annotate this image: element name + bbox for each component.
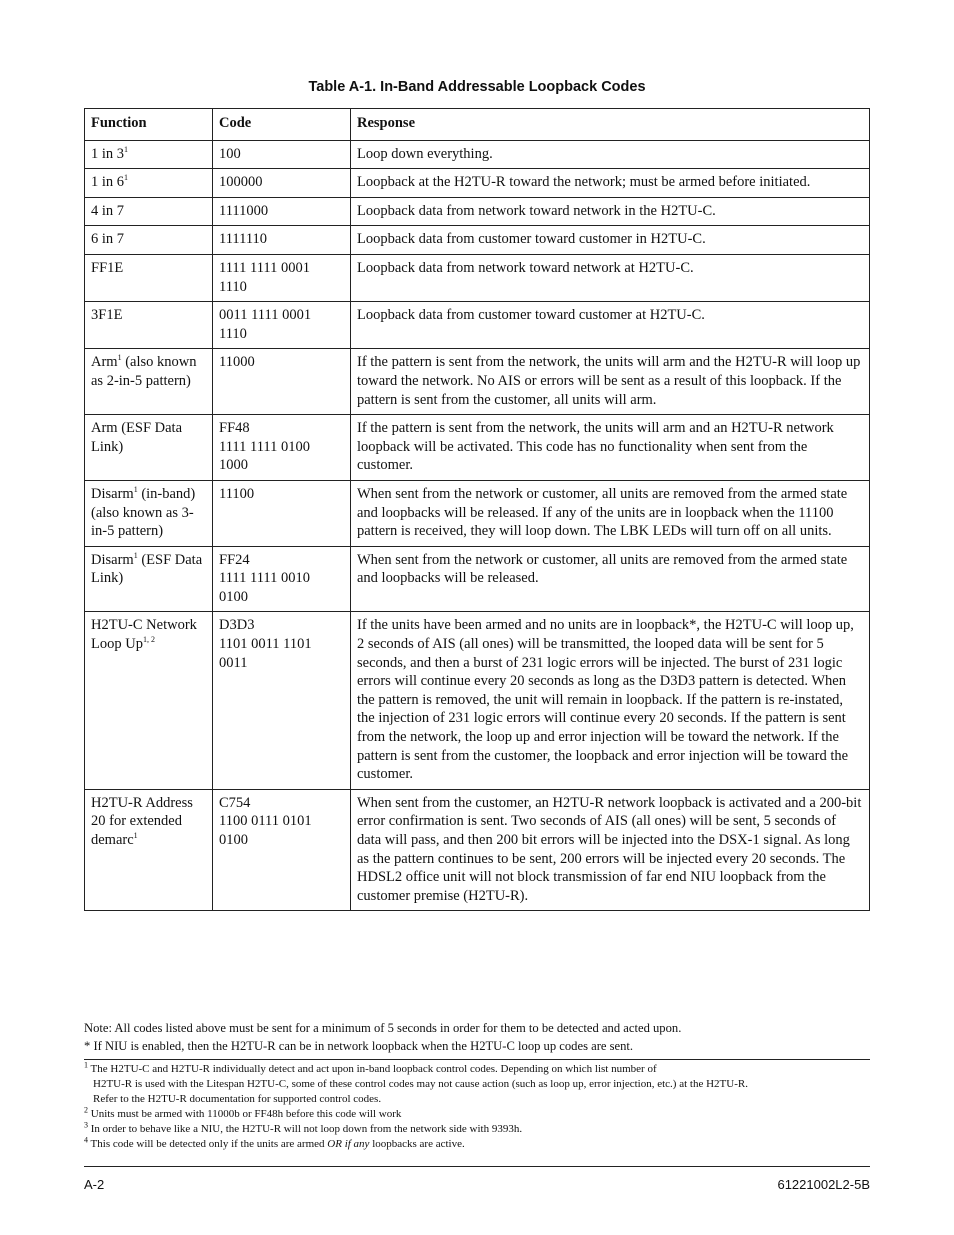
table-row xyxy=(85,254,870,301)
header-code: Code xyxy=(213,109,351,141)
code-cell: D3D3 1101 0011 1101 0011 xyxy=(213,612,351,789)
function-cell: H2TU-R Address 20 for extended demarc$^1$ xyxy=(85,789,213,911)
response-cell: Loopback data from customer toward customer at H2TU-C. xyxy=(351,302,870,349)
function-cell: 6 in 7 xyxy=(85,226,213,255)
table-header-row xyxy=(85,109,870,141)
function-cell: FF1E xyxy=(85,254,213,301)
code-cell: FF24 1111 1111 0010 0100 xyxy=(213,546,351,612)
note-line: Note: All codes listed above must be sent for a minimum of 5 seconds in order for them to be detected and acted upon. xyxy=(84,1021,682,1035)
note-line: * If NIU is enabled, then the H2TU-R can be in network loopback when the H2TU-C loop up codes are sent. xyxy=(84,1038,634,1053)
response-cell: Loop down everything. xyxy=(351,140,870,169)
function-cell: Arm (ESF Data Link) xyxy=(85,415,213,481)
code-cell: 0011 1111 0001 1110 xyxy=(213,302,351,349)
loopback-codes-table xyxy=(84,108,870,911)
code-cell: 11000 xyxy=(213,349,351,415)
function-cell: 4 in 7 xyxy=(85,197,213,226)
footnote-4: $^4$ This code will be detected only if the units are armed OR if any loopbacks are active. xyxy=(84,1135,465,1150)
response-cell: Loopback data from customer toward customer in H2TU-C. xyxy=(351,226,870,255)
response-cell: Loopback data from network toward network at H2TU-C. xyxy=(351,254,870,301)
page-footer-rule xyxy=(84,1166,870,1167)
table-row xyxy=(85,302,870,349)
code-cell: FF48 1111 1111 0100 1000 xyxy=(213,415,351,481)
table-notes xyxy=(84,1020,874,1055)
function-cell: 1 in $6^1$ xyxy=(85,169,213,198)
footnote-2: $^2$ Units must be armed with 11000b or FF48h before this code will work xyxy=(84,1105,402,1120)
response-cell: Loopback at the H2TU-R toward the network; must be armed before initiated. xyxy=(351,169,870,198)
table-row xyxy=(85,226,870,255)
footnote-1-cont: H2TU-R is used with the Litespan H2TU-C, some of these control codes may not cause action (such as loop up, error injection, etc.) at the H2TU-R. xyxy=(93,1078,748,1090)
document-number: 61221002L2-5B xyxy=(777,1177,870,1192)
footnote-rule xyxy=(84,1059,870,1060)
code-cell: 11100 xyxy=(213,480,351,546)
response-cell: When sent from the customer, an H2TU-R network loopback is activated and a 200-bit error confirmation is sent. Two seconds of AIS (all ones) will be sent, 5 seconds of data will pass, and then 200 bit errors will be injected into the DSX-1 signal. As long as the pattern continues to be sent, 200 errors will be injected every 20 seconds. The HDSL2 office unit will not block transmission of far end NIU loopback from the customer premise (H2TU-R). xyxy=(351,789,870,911)
code-cell: 100000 xyxy=(213,169,351,198)
function-cell: 1 in $3^1$ xyxy=(85,140,213,169)
table-row xyxy=(85,169,870,198)
footnote-1: $^1$ The H2TU-C and H2TU-R individually detect and act upon in-band loopback control codes. Depending on which list number of xyxy=(84,1060,657,1075)
code-cell: 1111 1111 0001 1110 xyxy=(213,254,351,301)
response-cell: If the pattern is sent from the network, the units will arm and the H2TU-R will loop up toward the network. No AIS or errors will be sent as a result of this loopback. If the pattern is sent from the customer, all units will arm. xyxy=(351,349,870,415)
response-cell: When sent from the network or customer, all units are removed from the armed state and loopbacks will be released. If any of the units are in loopback when the 11100 pattern is received, they will loop down. The LBK LEDs will turn off on all units. xyxy=(351,480,870,546)
response-cell: If the units have been armed and no units are in loopback*, the H2TU-C will loop up, 2 seconds of AIS (all ones) will be transmitted, the looped data will be sent for 5 seconds, and then a burst of 231 logic errors will be injected. The burst of 231 logic errors will continue every 20 seconds as long as the D3D3 pattern is detected. When the pattern is removed, the unit will remain in loopback. If the pattern is re-instated, the injection of 231 logic errors will continue every 20 seconds. If the pattern is sent from the network, the loop up and error injection will be toward the network. If the pattern is sent from the customer, the loopback and error injection will be toward the customer. xyxy=(351,612,870,789)
table-row xyxy=(85,480,870,546)
code-cell: 1111000 xyxy=(213,197,351,226)
table-caption: Table A-1. In-Band Addressable Loopback Codes xyxy=(308,79,646,95)
table-row xyxy=(85,349,870,415)
function-cell: H2TU-C Network Loop Up$^{1, 2}$ xyxy=(85,612,213,789)
footnote-3: $^3$ In order to behave like a NIU, the H2TU-R will not loop down from the network side with 9393h. xyxy=(84,1120,523,1135)
response-cell: When sent from the network or customer, all units are removed from the armed state and loopbacks will be released. xyxy=(351,546,870,612)
header-response: Response xyxy=(351,109,870,141)
response-cell: Loopback data from network toward network in the H2TU-C. xyxy=(351,197,870,226)
code-cell: C754 1100 0111 0101 0100 xyxy=(213,789,351,911)
table-row xyxy=(85,789,870,911)
header-function: Function xyxy=(85,109,213,141)
function-cell: Disarm$^1$ (ESF Data Link) xyxy=(85,546,213,612)
footnotes xyxy=(84,1062,874,1152)
page-number: A-2 xyxy=(84,1177,105,1192)
function-cell: Arm$^1$ (also known as 2-in-5 pattern) xyxy=(85,349,213,415)
table-row xyxy=(85,612,870,789)
footnote-1-cont: Refer to the H2TU-R documentation for supported control codes. xyxy=(93,1093,382,1105)
response-cell: If the pattern is sent from the network, the units will arm and an H2TU-R network loopback will be activated. This code has no functionality when sent from the customer. xyxy=(351,415,870,481)
table-row xyxy=(85,415,870,481)
function-cell: Disarm$^1$ (in-band) (also known as 3-in-5 pattern) xyxy=(85,480,213,546)
table-row xyxy=(85,546,870,612)
code-cell: 1111110 xyxy=(213,226,351,255)
function-cell: 3F1E xyxy=(85,302,213,349)
code-cell: 100 xyxy=(213,140,351,169)
table-row xyxy=(85,140,870,169)
table-row xyxy=(85,197,870,226)
